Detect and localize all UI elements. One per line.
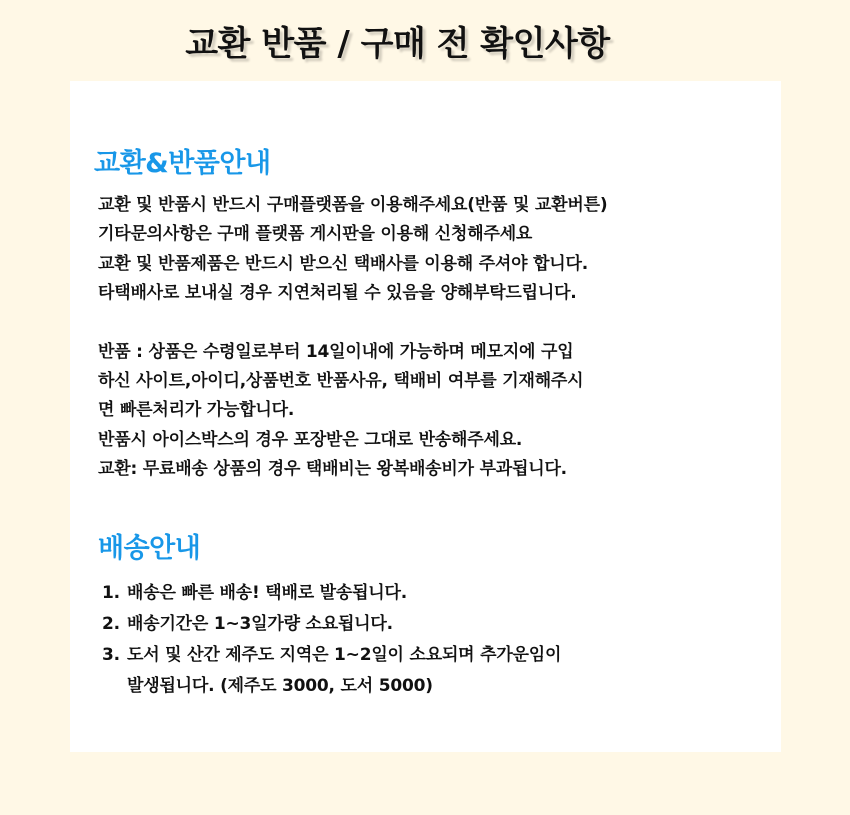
notice-line: 반품시 아이스박스의 경우 포장받은 그대로 반송해주세요.: [98, 429, 523, 450]
notice-line: 기타문의사항은 구매 플랫폼 게시판을 이용해 신청해주세요: [98, 224, 533, 245]
list-item-text: 발생됩니다. (제주도 3000, 도서 5000): [127, 676, 433, 696]
list-item-text: 배송기간은 1~3일가량 소요됩니다.: [127, 614, 393, 634]
list-item-indent: [102, 671, 127, 702]
notice-line: 교환 및 반품제품은 반드시 받으신 택배사를 이용해 주셔야 합니다.: [98, 253, 588, 274]
info-card: [70, 81, 781, 752]
notice-line: 면 빠른처리가 가능합니다.: [98, 400, 295, 421]
notice-line: 교환 및 반품시 반드시 구매플랫폼을 이용해주세요(반품 및 교환버튼): [98, 195, 608, 215]
paragraph-spacer: [98, 309, 768, 338]
list-item-number: 3.: [102, 645, 120, 665]
list-item-continuation: [102, 671, 762, 702]
notice-line: 반품 : 상품은 수령일로부터 14일이내에 가능하며 메모지에 구입: [98, 341, 574, 362]
shipping-heading: 배송안내: [98, 533, 201, 564]
list-item: [102, 578, 762, 609]
list-item: [102, 640, 762, 671]
list-item-text: 배송은 빠른 배송! 택배로 발송됩니다.: [127, 583, 408, 603]
list-item-number: 1.: [102, 583, 120, 603]
list-item: [102, 609, 762, 640]
notice-line: 교환: 무료배송 상품의 경우 택배비는 왕복배송비가 부과됩니다.: [98, 459, 567, 480]
notice-line: 타택배사로 보내실 경우 지연처리될 수 있음을 양해부탁드립니다.: [98, 283, 577, 304]
exchange-return-notice: [98, 191, 768, 485]
list-item-number: 2.: [102, 614, 120, 634]
shipping-list: [102, 578, 762, 702]
page-title: 교환 반품 / 구매 전 확인사항: [185, 24, 610, 64]
list-item-text: 도서 및 산간 제주도 지역은 1~2일이 소요되며 추가운임이: [127, 645, 562, 665]
notice-line: 하신 사이트,아이디,상품번호 반품사유, 택배비 여부를 기재해주시: [98, 371, 584, 392]
exchange-return-heading: 교환&반품안내: [94, 148, 271, 179]
